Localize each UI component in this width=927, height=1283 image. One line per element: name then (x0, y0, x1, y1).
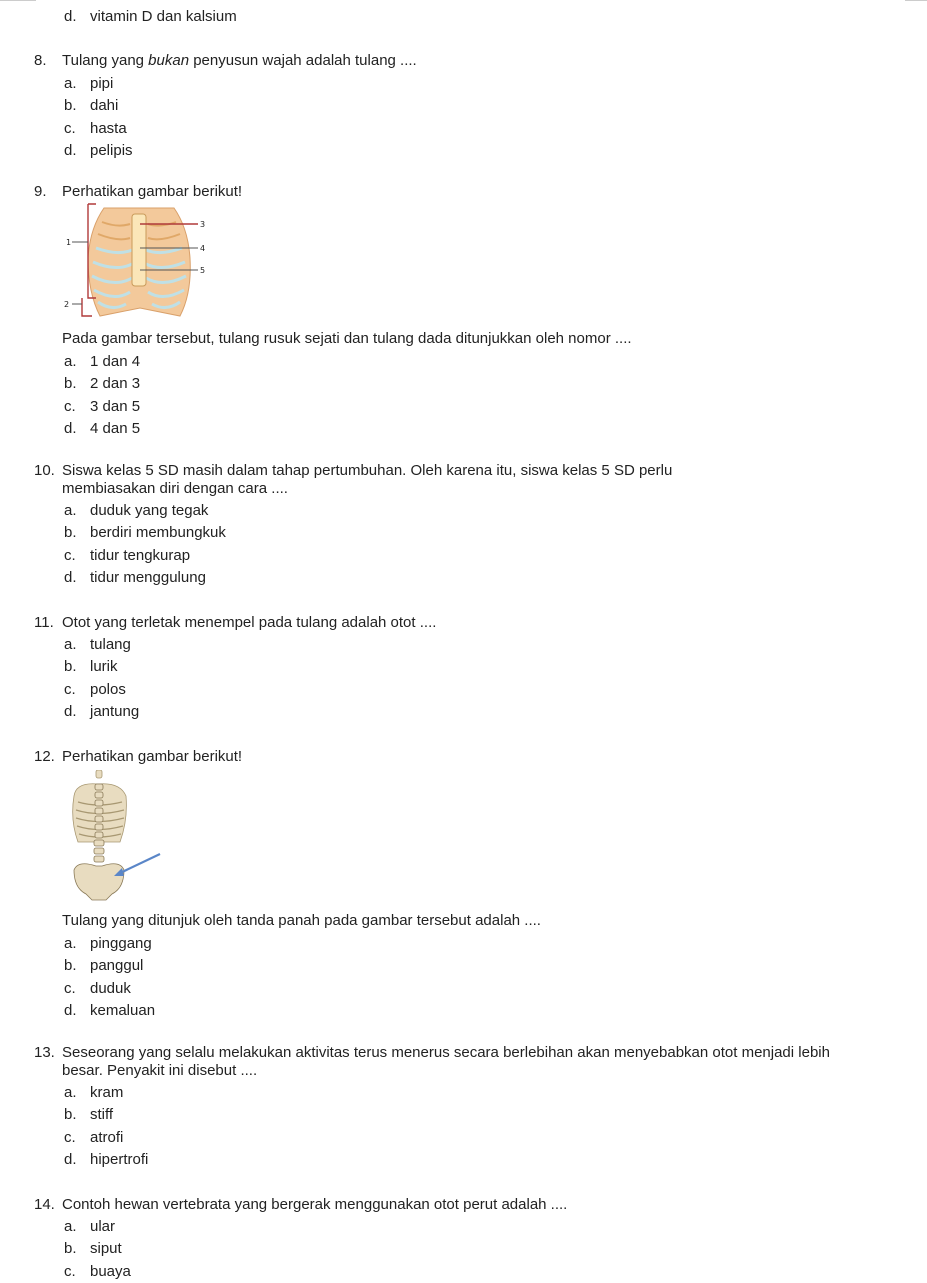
option-c[interactable]: c. 3 dan 5 (64, 397, 141, 415)
option-top-fragment (34, 6, 894, 28)
option-letter: d. (64, 8, 77, 25)
question-caption: Pada gambar tersebut, tulang rusuk sejati dan tulang dada ditunjukkan oleh nomor .... (62, 330, 632, 347)
question-number: 14. (34, 1196, 55, 1213)
question-12-body (34, 912, 894, 1023)
option-d[interactable]: d. jantung (64, 703, 140, 721)
page-edge-left (0, 0, 36, 1)
figure-label-4: 4 (200, 244, 206, 253)
option-b[interactable]: b. stiff (64, 1106, 114, 1124)
option-b[interactable]: b. panggul (64, 957, 144, 975)
figure-label-1: 1 (66, 238, 72, 247)
option-b[interactable]: b. siput (64, 1240, 122, 1258)
question-stem: 10. Siswa kelas 5 SD masih dalam tahap pertumbuhan. Oleh karena itu, siswa kelas 5 SD perlu membiasakan diri dengan cara .... (34, 462, 673, 497)
question-caption: Tulang yang ditunjuk oleh tanda panah pada gambar tersebut adalah .... (62, 912, 541, 929)
option-a[interactable]: a. tulang (64, 636, 131, 653)
question-10 (34, 462, 894, 590)
question-stem: 9. Perhatikan gambar berikut! (34, 183, 243, 200)
option-d[interactable]: d. 4 dan 5 (64, 420, 141, 438)
page-edge-right (905, 0, 927, 1)
option-a[interactable]: a. ular (64, 1218, 116, 1235)
question-13 (34, 1044, 894, 1172)
question-11 (34, 614, 894, 724)
option-b[interactable]: b. 2 dan 3 (64, 375, 141, 393)
question-stem: 11. Otot yang terletak menempel pada tulang adalah otot .... (34, 614, 437, 631)
question-stem: 13. Seseorang yang selalu melakukan aktivitas terus menerus secara berlebihan akan menyebabkan otot menjadi lebih besar. Penyakit ini disebut .... (34, 1044, 830, 1079)
question-stem: 12. Perhatikan gambar berikut! (34, 748, 243, 765)
option-a[interactable]: a. duduk yang tegak (64, 502, 209, 519)
option-c[interactable]: c. atrofi (64, 1128, 124, 1146)
option-c[interactable]: c. tidur tengkurap (64, 546, 191, 564)
option-c[interactable]: c. duduk (64, 979, 131, 997)
option-d[interactable]: d. tidur menggulung (64, 569, 206, 587)
question-number: 9. (34, 183, 47, 200)
question-stem: 14. Contoh hewan vertebrata yang bergerak menggunakan otot perut adalah .... (34, 1196, 568, 1213)
skeleton-torso-figure (66, 770, 166, 908)
option-b[interactable]: b. dahi (64, 97, 119, 115)
figure-label-3: 3 (200, 220, 206, 229)
option-b[interactable]: b. berdiri membungkuk (64, 524, 226, 542)
question-number: 12. (34, 748, 55, 765)
figure-label-5: 5 (200, 266, 206, 275)
rib-cage-figure (60, 198, 220, 320)
question-12 (34, 748, 894, 766)
figure-label-2: 2 (64, 300, 70, 309)
question-number: 8. (34, 52, 47, 69)
question-9-body (34, 330, 894, 441)
option-c[interactable]: c. polos (64, 680, 126, 698)
option-a[interactable]: a. pinggang (64, 935, 152, 952)
question-14 (34, 1196, 894, 1283)
option-d[interactable]: d. kemaluan (64, 1002, 156, 1020)
option-c[interactable]: c. hasta (64, 119, 127, 137)
question-number: 11. (34, 614, 54, 631)
option-a[interactable]: a. pipi (64, 75, 114, 92)
option-d[interactable]: d. pelipis (64, 142, 133, 160)
question-8 (34, 52, 894, 163)
option-a[interactable]: a. 1 dan 4 (64, 353, 141, 370)
question-number: 13. (34, 1044, 55, 1061)
option-text: vitamin D dan kalsium (90, 8, 237, 25)
option-b[interactable]: b. lurik (64, 658, 118, 676)
question-stem: 8. Tulang yang bukan penyusun wajah adalah tulang .... (34, 52, 417, 69)
emphasis-text: bukan (148, 52, 190, 69)
option-d[interactable]: d. hipertrofi (64, 1151, 149, 1169)
option-a[interactable]: a. kram (64, 1084, 124, 1101)
question-number: 10. (34, 462, 55, 479)
option-c[interactable]: c. buaya (64, 1262, 131, 1280)
